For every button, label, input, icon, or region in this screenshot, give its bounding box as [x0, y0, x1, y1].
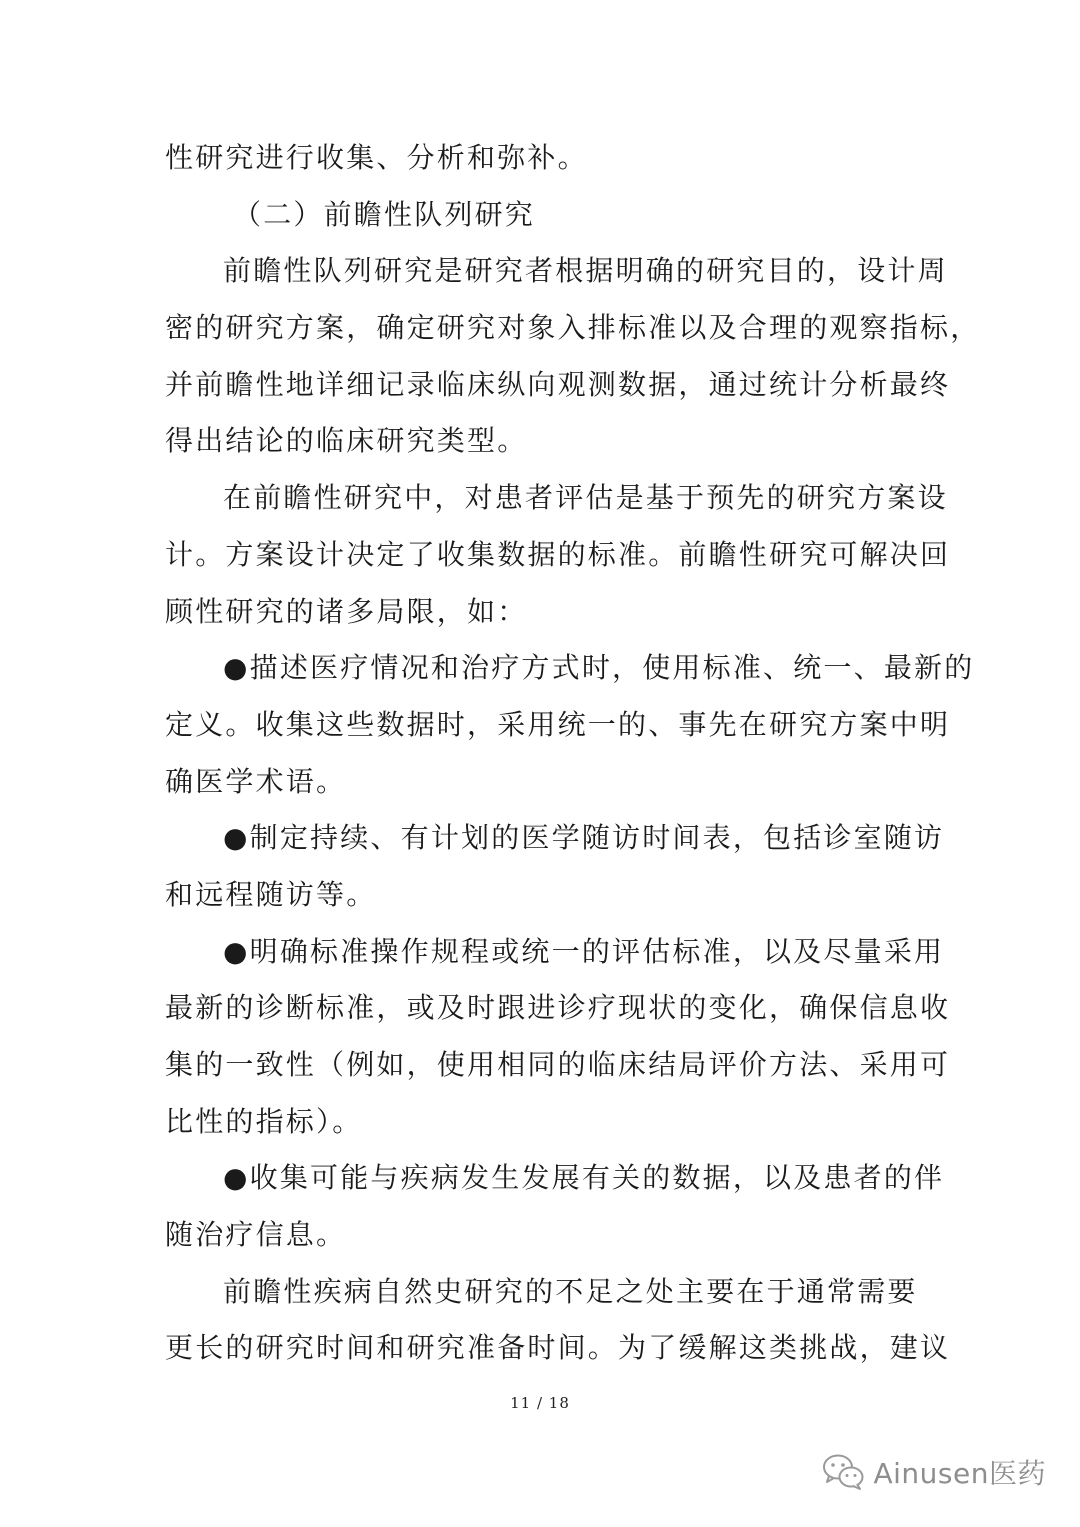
wechat-icon [822, 1452, 866, 1492]
bullet-line: ●明确标准操作规程或统一的评估标准，以及尽量采用 [223, 934, 945, 968]
text-line: 集的一致性（例如，使用相同的临床结局评价方法、采用可 [165, 1048, 951, 1081]
text-line: 计。方案设计决定了收集数据的标准。前瞻性研究可解决回 [165, 537, 951, 571]
text-line: 得出结论的临床研究类型。 [165, 424, 528, 458]
text-line: 最新的诊断标准，或及时跟进诊疗现状的变化，确保信息收 [165, 991, 951, 1025]
text-line: 顾性研究的诸多局限，如： [165, 594, 528, 628]
bullet-line: ●制定持续、有计划的医学随访时间表，包括诊室随访 [223, 821, 945, 855]
text-line: 定义。收集这些数据时，采用统一的、事先在研究方案中明 [165, 707, 951, 741]
document-body [165, 130, 981, 1377]
text-line: 并前瞻性地详细记录临床纵向观测数据，通过统计分析最终 [165, 367, 951, 401]
text-line: 前瞻性疾病自然史研究的不足之处主要在于通常需要 [223, 1274, 918, 1308]
bullet-line: ●收集可能与疾病发生发展有关的数据，以及患者的伴 [223, 1161, 945, 1195]
text-line: 更长的研究时间和研究准备时间。为了缓解这类挑战，建议 [165, 1331, 951, 1365]
bullet-line: ●描述医疗情况和治疗方式时，使用标准、统一、最新的 [223, 651, 975, 685]
watermark [822, 1452, 1047, 1492]
text-line: 和远程随访等。 [165, 877, 377, 911]
text-line: 前瞻性队列研究是研究者根据明确的研究目的，设计周 [223, 254, 948, 288]
text-line: 随治疗信息。 [165, 1218, 347, 1252]
text-line: 性研究进行收集、分析和弥补。 [165, 141, 588, 174]
text-line: 在前瞻性研究中，对患者评估是基于预先的研究方案设 [223, 481, 948, 515]
text-line: 比性的指标）。 [165, 1104, 363, 1138]
watermark-text: Ainusen医药 [873, 1457, 1046, 1490]
section-heading: （二）前瞻性队列研究 [233, 197, 536, 231]
page-number: 11 / 18 [510, 1394, 570, 1412]
text-line: 密的研究方案，确定研究对象入排标准以及合理的观察指标， [165, 311, 981, 345]
text-line: 确医学术语。 [165, 764, 347, 798]
